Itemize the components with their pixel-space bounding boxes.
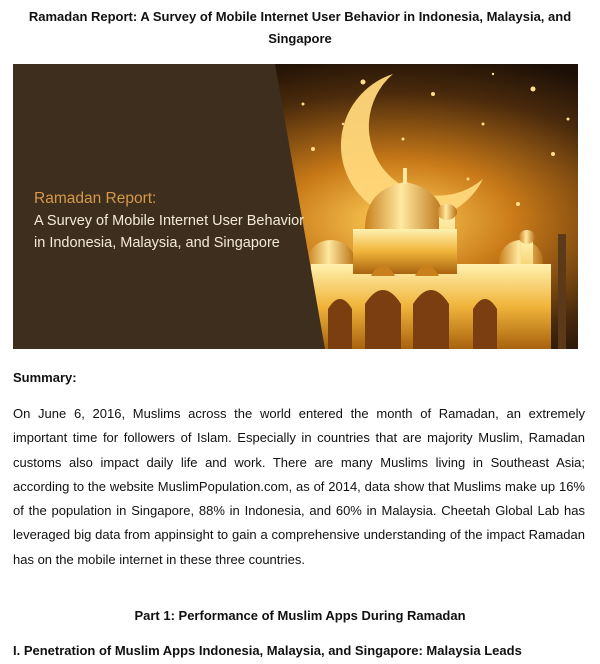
report-banner-image bbox=[13, 64, 578, 349]
banner-subheading: A Survey of Mobile Internet User Behavior in Indonesia, Malaysia, and Singapore bbox=[34, 213, 304, 251]
banner-caption bbox=[34, 188, 304, 254]
part-1-heading: Part 1: Performance of Muslim Apps During Ramadan bbox=[134, 608, 466, 623]
summary-paragraph: On June 6, 2016, Muslims across the world entered the month of Ramadan, an extremely important time for followers of Islam. Especially in countries that are majority Muslim, Ramadan customs also impact daily life and work. There are many Muslims living in Southeast Asia; according to the website MuslimPopulation.com, as of 2014, data show that Muslims make up 16% of the population in Singapore, 88% in Indonesia, and 60% in Malaysia. Cheetah Global Lab has leveraged big data from appinsight to gain a comprehensive understanding of the impact Ramadan has on the mobile internet in these three countries. bbox=[13, 406, 585, 567]
banner-heading: Ramadan Report: bbox=[34, 190, 157, 207]
section-1-heading: I. Penetration of Muslim Apps Indonesia, Malaysia, and Singapore: Malaysia Leads bbox=[13, 643, 522, 658]
summary-label: Summary: bbox=[13, 370, 77, 385]
document-title: Ramadan Report: A Survey of Mobile Internet User Behavior in Indonesia, Malaysia, and Singapore bbox=[28, 9, 572, 46]
